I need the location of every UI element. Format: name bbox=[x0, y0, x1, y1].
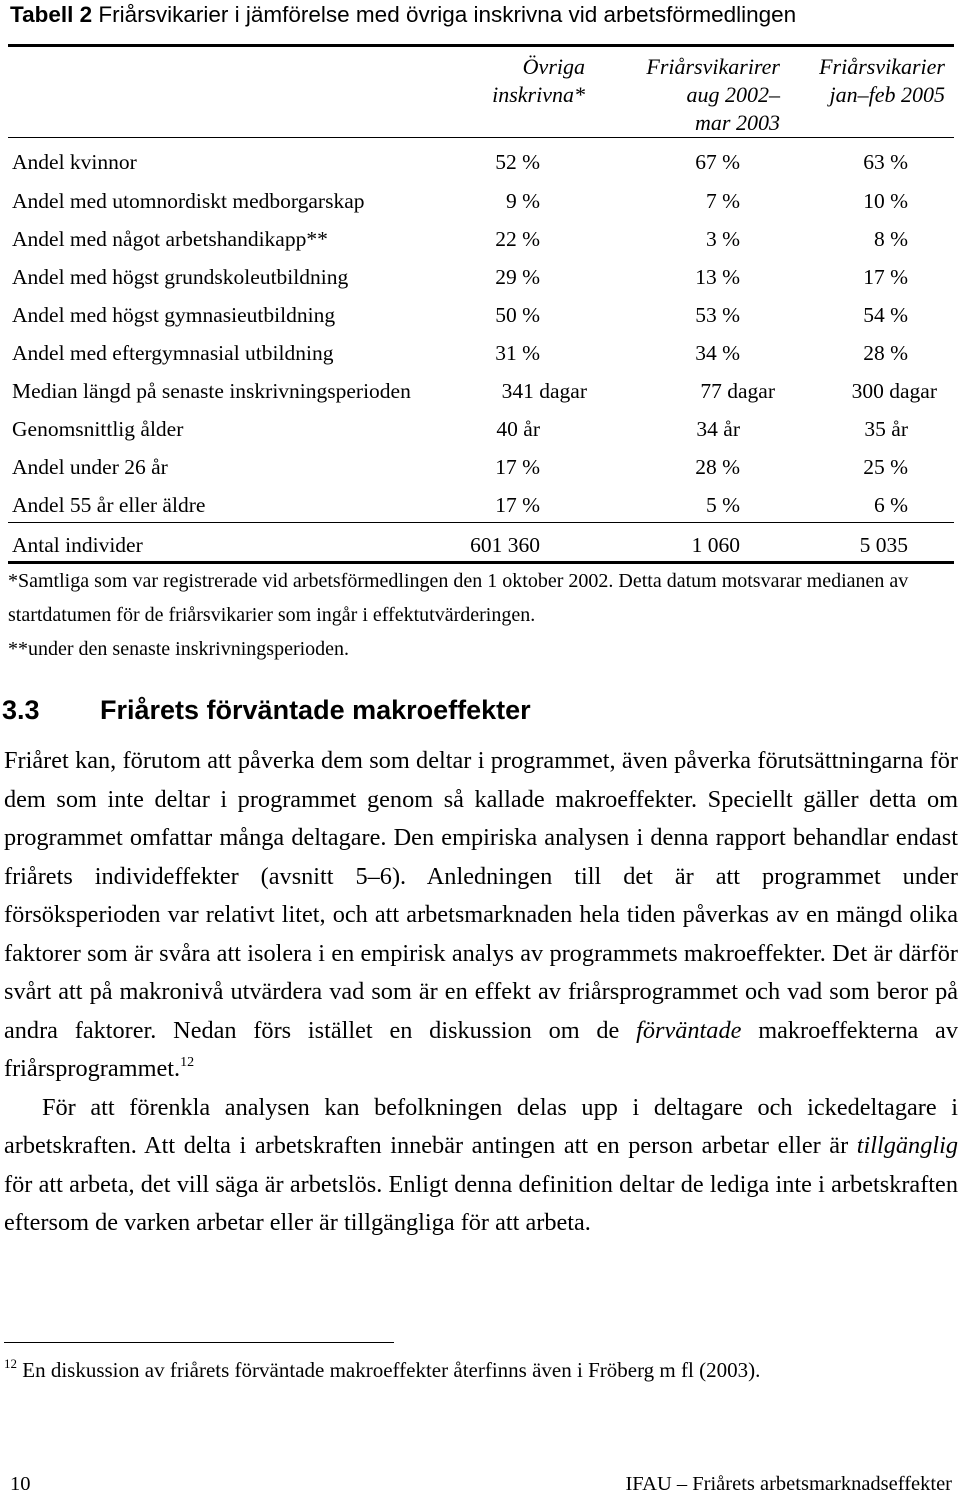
cell-ovriga: 341 dagar bbox=[501, 379, 587, 403]
cell-friar-2005: 6 % bbox=[873, 493, 908, 517]
cell-friar-2002: 34 år bbox=[696, 417, 740, 441]
cell-ovriga: 40 år bbox=[496, 417, 540, 441]
table-row bbox=[0, 377, 960, 415]
cell-ovriga: 17 % bbox=[495, 493, 540, 517]
emphasis-tillganglig: tillgänglig bbox=[856, 1132, 958, 1159]
cell-friar-2005: 25 % bbox=[863, 455, 908, 479]
cell-friar-2002: 67 % bbox=[695, 150, 740, 174]
running-footer-title: IFAU – Friårets arbetsmarknadseffekter bbox=[625, 1473, 952, 1495]
row-label: Genomsnittlig ålder bbox=[12, 417, 184, 441]
cell-friar-2005: 300 dagar bbox=[851, 379, 937, 403]
cell-ovriga: 17 % bbox=[495, 455, 540, 479]
cell-friar-2002: 13 % bbox=[695, 265, 740, 289]
cell-friar-2005: 5 035 bbox=[859, 533, 908, 557]
cell-friar-2002: 34 % bbox=[695, 341, 740, 365]
paragraph-1: Friåret kan, förutom att påverka dem som deltar i programmet, även påverka förutsättningarna för dem som inte deltar i programmet genom så kallade makroeffekter. Speciellt gäller detta om programmet omfattar många deltagare. Den empiriska analysen i denna rapport behandlar endast friårets individeffekter (avsnitt 5–6). Anledningen till det är att programmet under försöksperioden var relativt litet, och att arbetsmarknaden hela tiden påverkas av en mängd olika faktorer som är svåra att isolera i en empirisk analys av programmets makroeffekter. Det är därför svårt att på makronivå utvärdera vad som är en effekt av friårsprogrammet och vad som beror på andra faktorer. Nedan förs istället en diskussion om de förväntade makroeffekterna av friårsprogrammet.$^{12}$ bbox=[4, 747, 958, 1082]
row-label: Andel kvinnor bbox=[12, 150, 137, 174]
table-note-2: **under den senaste inskrivningsperioden. bbox=[8, 638, 350, 660]
table-caption-prefix: Tabell 2 bbox=[10, 2, 93, 27]
cell-friar-2005: 54 % bbox=[863, 303, 908, 327]
col-header-ovriga: Övriga inskrivna* bbox=[492, 54, 585, 107]
body-text bbox=[4, 742, 958, 1243]
table-header-rule bbox=[8, 137, 954, 138]
section-title: Friårets förväntade makroeffekter bbox=[100, 695, 531, 725]
table-row bbox=[0, 339, 960, 377]
cell-friar-2002: 3 % bbox=[705, 227, 740, 251]
cell-ovriga: 52 % bbox=[495, 150, 540, 174]
row-label: Andel med något arbetshandikapp** bbox=[12, 227, 328, 251]
cell-friar-2002: 5 % bbox=[705, 493, 740, 517]
page-number: 10 bbox=[10, 1473, 31, 1495]
section-heading bbox=[2, 695, 531, 726]
cell-friar-2002: 77 dagar bbox=[700, 379, 775, 403]
cell-friar-2005: 35 år bbox=[864, 417, 908, 441]
row-label: Andel under 26 år bbox=[12, 455, 168, 479]
row-label: Andel med eftergymnasial utbildning bbox=[12, 341, 334, 365]
cell-ovriga: 29 % bbox=[495, 265, 540, 289]
table-note-1: *Samtliga som var registrerade vid arbetsförmedlingen den 1 oktober 2002. Detta datum motsvarar medianen av startdatumen för de friårsvikarier som ingår i effektutvärderingen. bbox=[8, 570, 909, 626]
table-total-rule bbox=[8, 522, 954, 523]
row-label: Andel med utomnordiskt medborgarskap bbox=[12, 189, 365, 213]
footnote-text: En diskussion av friårets förväntade makroeffekter återfinns även i Fröberg m fl (2003). bbox=[22, 1358, 761, 1382]
footnote-ref-12[interactable]: 12 bbox=[180, 1055, 195, 1070]
cell-ovriga: 31 % bbox=[495, 341, 540, 365]
table-caption bbox=[10, 2, 960, 28]
footnote-rule bbox=[4, 1342, 394, 1343]
footnote-12 bbox=[4, 1355, 954, 1385]
table-caption-text: Friårsvikarier i jämförelse med övriga inskrivna vid arbetsförmedlingen bbox=[98, 2, 797, 27]
cell-friar-2005: 10 % bbox=[863, 189, 908, 213]
cell-ovriga: 601 360 bbox=[470, 533, 540, 557]
row-label: Antal individer bbox=[12, 533, 143, 557]
row-label: Andel 55 år eller äldre bbox=[12, 493, 206, 517]
cell-friar-2002: 7 % bbox=[705, 189, 740, 213]
row-label: Median längd på senaste inskrivningsperioden bbox=[12, 379, 411, 403]
table-row bbox=[0, 453, 960, 491]
table-row bbox=[0, 187, 960, 225]
cell-friar-2005: 8 % bbox=[873, 227, 908, 251]
cell-ovriga: 9 % bbox=[505, 189, 540, 213]
table-row bbox=[0, 148, 960, 186]
table-top-rule bbox=[8, 44, 954, 47]
col-header-friarsvikarier-2005: Friårsvikarier jan–feb 2005 bbox=[819, 54, 945, 107]
row-label: Andel med högst gymnasieutbildning bbox=[12, 303, 336, 327]
row-label: Andel med högst grundskoleutbildning bbox=[12, 265, 349, 289]
cell-friar-2005: 28 % bbox=[863, 341, 908, 365]
cell-ovriga: 50 % bbox=[495, 303, 540, 327]
paragraph-2: För att förenkla analysen kan befolkningen delas upp i deltagare och ickedeltagare i arbetskraften. Att delta i arbetskraften innebär antingen att en person arbetar eller är tillgänglig för att arbeta, det vill säga är arbetslös. Enligt denna definition deltar de lediga inte i arbetskraften eftersom de varken arbetar eller är tillgängliga för att arbeta. bbox=[4, 1093, 958, 1236]
col-header-friarsvikarirer-2002: Friårsvikarirer aug 2002– mar 2003 bbox=[646, 54, 780, 135]
cell-friar-2005: 63 % bbox=[863, 150, 908, 174]
section-number: 3.3 bbox=[2, 695, 40, 725]
cell-friar-2002: 28 % bbox=[695, 455, 740, 479]
table-row bbox=[0, 491, 960, 529]
footnote-marker: 12 bbox=[4, 1356, 17, 1371]
cell-friar-2002: 1 060 bbox=[691, 533, 740, 557]
table-row bbox=[0, 263, 960, 301]
table-row bbox=[0, 415, 960, 453]
table-row bbox=[0, 225, 960, 263]
cell-friar-2002: 53 % bbox=[695, 303, 740, 327]
cell-friar-2005: 17 % bbox=[863, 265, 908, 289]
emphasis-forvantade: förväntade bbox=[636, 1016, 742, 1044]
cell-ovriga: 22 % bbox=[495, 227, 540, 251]
table-row bbox=[0, 301, 960, 339]
